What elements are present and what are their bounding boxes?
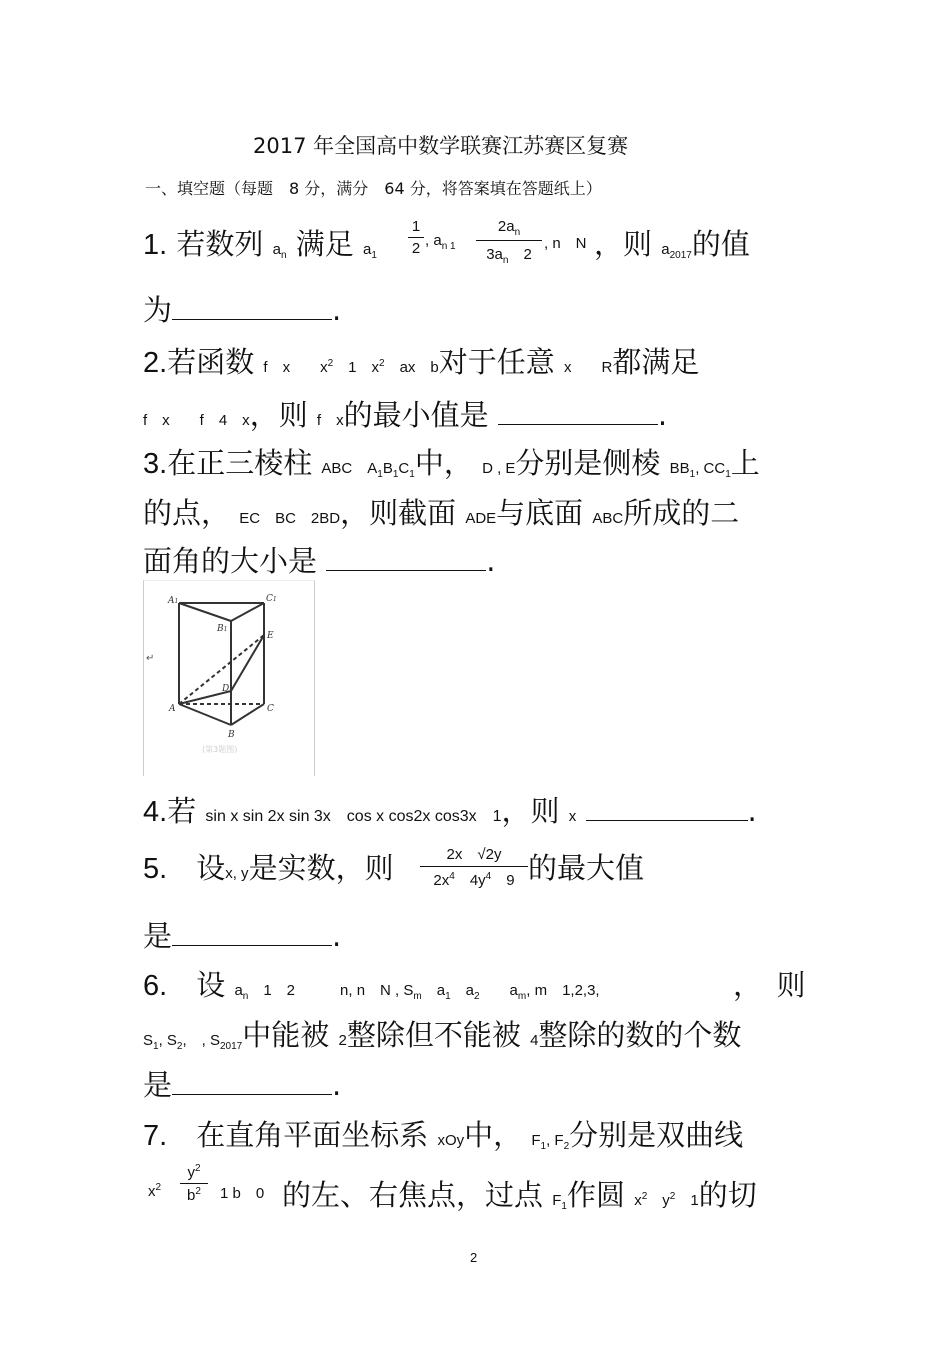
q1-half-denominator: 2 xyxy=(411,240,421,257)
q1-half-numerator: 1 xyxy=(411,218,421,235)
question-3-line-2: 的点， EC BC 2BD，则截面 ADE与底面 ABC所成的二 xyxy=(143,496,740,530)
q1-text-2: 满足 xyxy=(295,227,354,261)
q7-number: 7. xyxy=(143,1120,168,1152)
q3-condition: EC BC 2BD xyxy=(239,510,341,527)
q5-answer-blank[interactable] xyxy=(172,944,332,946)
q2-condition: f x f 4 x xyxy=(143,412,250,429)
q5-number: 5. xyxy=(143,853,168,885)
q6-expression: $a_n$ 1 2 n, n N , $S_m$ $a_1$ $a_2$ $a_m$, m 1,2,3, xyxy=(234,982,600,1002)
section-heading: 一、填空题（每题 8 分，满分 64 分，将答案填在答题纸上） xyxy=(145,179,602,198)
q3-abc: ABC xyxy=(592,510,624,527)
q6-two: 2 xyxy=(338,1032,347,1049)
question-6-line-3: 是 . xyxy=(143,1068,342,1102)
label-C1: C1 xyxy=(266,594,277,604)
q3-prism: ABC $A_1B_1C_1$ xyxy=(321,460,415,480)
q1-frac-numerator: $2a_n$ xyxy=(497,218,521,238)
q1-answer-blank[interactable] xyxy=(172,318,332,320)
question-5-line-2: 是 . xyxy=(143,919,342,953)
figure-caption: (第3题图) xyxy=(202,745,238,754)
q4-answer-blank[interactable] xyxy=(586,819,748,821)
q5-denominator: $2x^4$ $4y^4$ 9 xyxy=(433,871,515,889)
q7-numerator: $y^2$ xyxy=(187,1163,201,1181)
q7-F1: $F_1$ xyxy=(552,1192,567,1212)
q6-four: 4 xyxy=(530,1032,539,1049)
label-A: A xyxy=(169,704,176,714)
q1-an: $a_n$ xyxy=(272,241,287,261)
q3-answer-blank[interactable] xyxy=(326,569,486,571)
q7-x2: $x^2$ xyxy=(148,1182,162,1200)
q1-half-fraction xyxy=(408,218,424,257)
question-5-line-1: 5. 设x, y是实数，则 xyxy=(143,851,394,885)
q5-numerator: 2x √2y xyxy=(446,846,502,863)
question-6-line-1: 6. 设 $a_n$ 1 2 n, n N , $S_m$ $a_1$ $a_2$ $a_m$, m 1,2,3, xyxy=(143,968,600,1002)
question-3-line-3: 面角的大小是 . xyxy=(143,544,496,578)
question-7-line-2: 的左、右焦点，过点 $F_1$作圆 $x^2$ $y^2$ 1的切 xyxy=(282,1178,757,1212)
q4-number: 4. xyxy=(143,796,168,828)
q6-number: 6. xyxy=(143,970,168,1002)
q5-xy: x, y xyxy=(225,865,249,882)
q1-line-1-end: ，则 $a_{2017}$的值 xyxy=(594,227,750,261)
q2-number: 2. xyxy=(143,347,168,379)
question-1-line-1 xyxy=(143,222,377,263)
q6-line-1-end: ， 则 xyxy=(733,968,806,1002)
q1-a1: $a_1$ xyxy=(363,241,377,261)
q3-ade: ADE xyxy=(465,510,497,527)
q1-recurrence-fraction xyxy=(476,218,542,266)
q6-answer-blank[interactable] xyxy=(172,1093,332,1095)
q5-text-end: 的最大值 xyxy=(528,851,645,885)
q5-fraction xyxy=(420,843,528,890)
return-mark: ↵ xyxy=(146,653,155,664)
q1-text: 若数列 xyxy=(176,227,264,261)
question-7-line-1: 7. 在直角平面坐标系 xOy中， $F_1$, $F_2$分别是双曲线 xyxy=(143,1118,744,1152)
q1-tail: , n N xyxy=(544,235,587,252)
label-B1: B1 xyxy=(217,624,228,634)
q2-fx: f x xyxy=(316,412,344,429)
q3-number: 3. xyxy=(143,448,168,480)
question-6-line-2: $S_1$, $S_2$, , $S_{2017}$中能被 2整除但不能被 4整除的数的个数 xyxy=(143,1018,742,1052)
prism-diagram xyxy=(144,581,314,776)
q7-denominator: $b^2$ xyxy=(187,1186,201,1204)
q7-xoy: xOy xyxy=(437,1132,465,1149)
q4-expression: sin x sin 2x sin 3x cos x cos2x cos3x 1 xyxy=(205,808,502,825)
q3-edges: $BB_1$, $CC_1$ xyxy=(669,460,731,480)
q7-condition: 1 b 0 xyxy=(220,1185,265,1202)
label-D: D xyxy=(222,684,230,694)
q1-a2017: $a_{2017}$ xyxy=(661,241,692,261)
label-A1: A1 xyxy=(168,596,179,606)
q3-de: D , E xyxy=(482,460,516,477)
q1-mid: , $a_{n 1}$ xyxy=(425,232,456,252)
question-2-line-2: f x f 4 x，则 f x的最小值是 . xyxy=(143,398,668,432)
q1-number: 1. xyxy=(143,229,168,261)
q1-frac-denominator: $3a_n$ 2 xyxy=(486,246,532,266)
label-B: B xyxy=(228,730,235,740)
question-1-line-2: 为 . xyxy=(143,293,342,327)
q7-foci: $F_1$, $F_2$ xyxy=(531,1132,570,1152)
question-3-line-1: 3.在正三棱柱 ABC $A_1B_1C_1$中， D , E分别是侧棱 $BB_1$, $CC_1$上 xyxy=(143,446,760,480)
q7-fraction xyxy=(180,1163,208,1204)
prism-figure xyxy=(143,580,315,776)
label-C: C xyxy=(267,704,274,714)
q4-x: x xyxy=(568,808,577,825)
q2-function: f x $x^2$ 1 $x^2$ ax b xyxy=(263,358,439,376)
label-E: E xyxy=(267,631,274,641)
q6-sequence: $S_1$, $S_2$, , $S_{2017}$ xyxy=(143,1032,243,1052)
q7-circle: $x^2$ $y^2$ 1 xyxy=(634,1191,699,1209)
q2-x-in-r: x R xyxy=(563,359,613,376)
page-title: 2017 年全国高中数学联赛江苏赛区复赛 xyxy=(253,134,629,158)
question-4: 4.若 sin x sin 2x sin 3x cos x cos2x cos3x 1，则 x . xyxy=(143,794,757,828)
q2-answer-blank[interactable] xyxy=(498,423,658,425)
page-number: 2 xyxy=(470,1250,478,1265)
question-2-line-1: 2.若函数 f x $x^2$ 1 $x^2$ ax b对于任意 x R都满足 xyxy=(143,345,700,379)
